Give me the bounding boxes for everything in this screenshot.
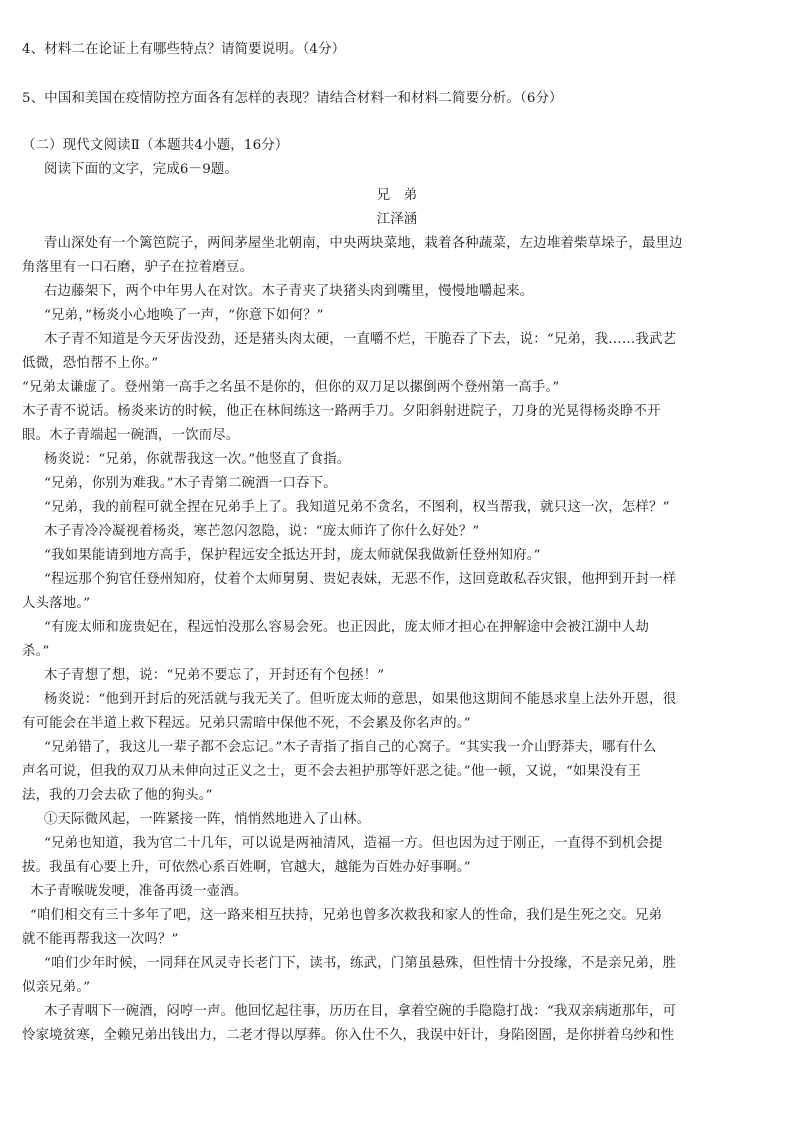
article-author: 江泽涵 [376, 212, 418, 227]
article-line: 有可能会在半道上救下程远。兄弟只需暗中保他不死，不会累及你名声的。” [22, 716, 471, 731]
article-line: “咱们少年时候，一同拜在风灵寺长老门下，读书，练武，门第虽悬殊，但性情十分投缘，不是亲兄弟，胜 [44, 956, 677, 971]
article-line: 右边藤架下，两个中年男人在对饮。木子青夹了块猪头肉到嘴里，慢慢地嚼起来。 [44, 284, 534, 299]
article-line: 木子青不知道是今天牙齿没劲，还是猪头肉太硬，一直嚼不烂，干脆吞了下去，说：“兄弟，我……我武艺 [44, 332, 677, 347]
article-line: “兄弟也知道，我为官二十几年，可以说是两袖清风，造福一方。但也因为过于刚正，一直得不到机会提 [44, 836, 663, 851]
article-line: 木子青不说话。杨炎来访的时候，他正在林间练这一路两手刀。夕阳斜射进院子，刀身的光晃得杨炎睁不开 [22, 404, 661, 419]
article-line: “有庞太师和庞贵妃在，程远怕没那么容易会死。也正因此，庞太师才担心在押解途中会被江湖中人劫 [44, 620, 650, 635]
article-line: 杨炎说：“他到开封后的死活就与我无关了。但听庞太师的意思，如果他这期间不能恳求皇上法外开恩，很 [44, 692, 677, 707]
article-line: “兄弟，你别为难我。”木子青第二碗酒一口吞下。 [44, 476, 337, 491]
article-line: “兄弟太谦虚了。登州第一高手之名虽不是你的，但你的双刀足以摞倒两个登州第一高手。” [22, 380, 560, 395]
article-line: 杨炎说：“兄弟，你就帮我这一次。”他竖直了食指。 [44, 452, 351, 467]
article-line: “兄弟错了，我这儿一辈子都不会忘记。”木子青指了指自己的心窝子。“其实我一介山野莽夫，哪有什么 [44, 740, 657, 755]
article-line: ①天际微风起，一阵紧接一阵，悄悄然地进入了山林。 [44, 812, 371, 827]
article-line: 杀。” [22, 644, 50, 659]
article-line: 木子青冷冷凝视着杨炎，寒芒忽闪忽隐，说：“庞太师许了你什么好处？” [44, 524, 480, 539]
article-line: 拔。我虽有心要上升，可依然心系百姓啊，官越大，越能为百姓办好事啊。” [22, 860, 471, 875]
article-line: 人头落地。” [22, 596, 91, 611]
article-line: 木子青喉咙发哽，准备再烫一壶酒。 [30, 884, 248, 899]
article-line: 似亲兄弟。” [22, 980, 91, 995]
question-4: 4、材料二在论证上有哪些特点？请简要说明。（4分） [22, 42, 346, 57]
article-line: “程远那个狗官任登州知府，仗着个太师舅舅、贵妃表妹，无恶不作，这回竟敢私吞灾银，他押到开封一样 [44, 572, 677, 587]
article-line: “兄弟，”杨炎小心地唤了一声，“你意下如何？” [44, 308, 324, 323]
article-line: 木子青想了想，说：“兄弟不要忘了，开封还有个包拯！” [44, 668, 385, 683]
article-line: “我如果能请到地方高手，保护程远安全抵达开封，庞太师就保我做新任登州知府。” [44, 548, 541, 563]
article-title: 兄 弟 [376, 188, 418, 203]
article-line: “兄弟，我的前程可就全捏在兄弟手上了。我知道兄弟不贪名，不图利，权当帮我，就只这一次，怎样？” [44, 500, 670, 515]
section-heading: （二）现代文阅读Ⅱ（本题共4小题，16分） [22, 138, 289, 153]
article-line: 就不能再帮我这一次吗？” [22, 932, 179, 947]
article-line: 青山深处有一个篱笆院子，两间茅屋坐北朝南，中央两块菜地，栽着各种蔬菜，左边堆着柴草垛子，最里边 [44, 236, 683, 251]
article-line: “咱们相交有三十多年了吧，这一路来相互扶持，兄弟也曾多次救我和家人的性命，我们是生死之交。兄弟 [30, 908, 663, 923]
article-line: 木子青咽下一碗酒，闷哼一声。他回忆起往事，历历在目，拿着空碗的手隐隐打战：“我双亲病逝那年，可 [44, 1004, 677, 1019]
article-line: 声名可说，但我的双刀从未伸向过正义之士，更不会去袒护那等奸恶之徒。”他一顿，又说，“如果没有王 [22, 764, 641, 779]
article-line: 角落里有一口石磨，驴子在拉着磨豆。 [22, 260, 254, 275]
article-line: 眼。木子青端起一碗酒，一饮而尽。 [22, 428, 240, 443]
article-line: 法，我的刀会去砍了他的狗头。” [22, 788, 213, 803]
section-instruction: 阅读下面的文字，完成6－9题。 [44, 162, 239, 177]
article-line: 怜家境贫寒，全赖兄弟出钱出力，二老才得以厚葬。你入仕不久，我误中奸计，身陷囹圄，是你拼着乌纱和性 [22, 1028, 675, 1043]
question-5: 5、中国和美国在疫情防控方面各有怎样的表现？请结合材料一和材料二简要分析。（6分） [22, 91, 563, 106]
article-line: 低微，恐怕帮不上你。” [22, 356, 159, 371]
